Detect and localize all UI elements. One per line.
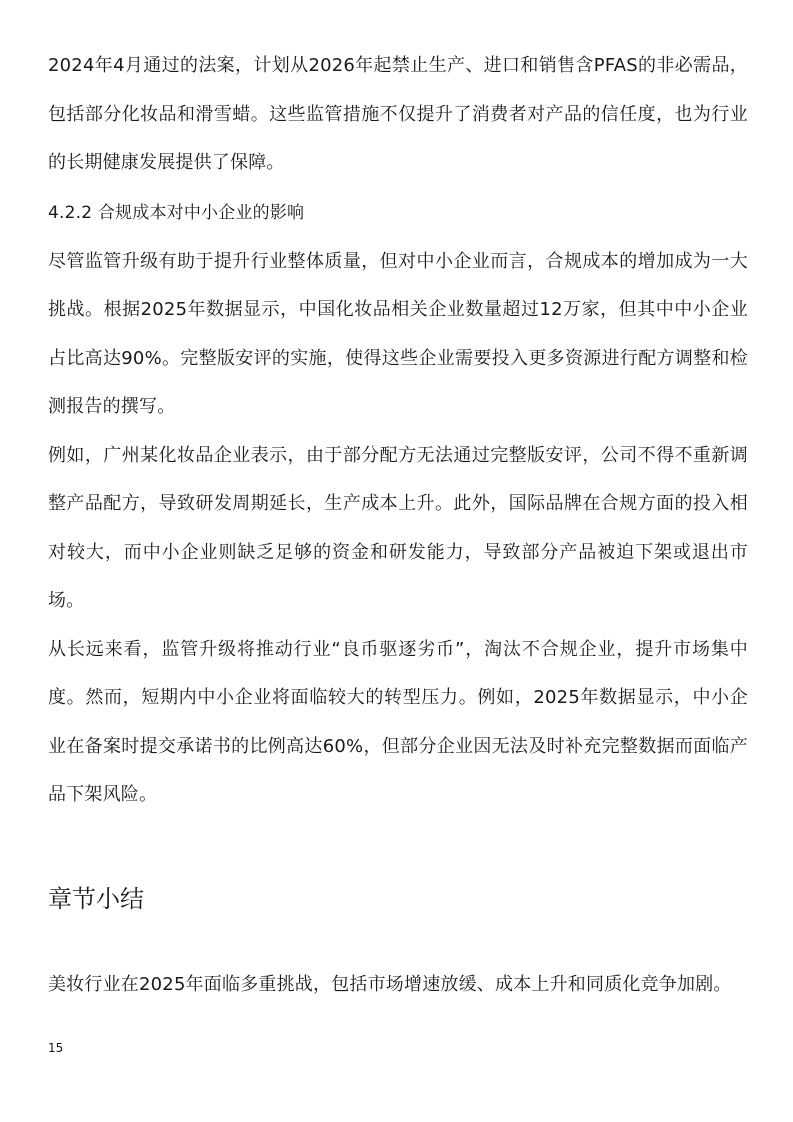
- subsection-heading: 4.2.2 合规成本对中小企业的影响: [48, 202, 305, 223]
- section-heading: 章节小结: [48, 885, 144, 913]
- body-content: [48, 42, 748, 820]
- page-number: 15: [48, 1041, 64, 1055]
- paragraph-long-term-outlook: 从长远来看，监管升级将推动行业“良币驱逐劣币”，淘汰不合规企业，提升市场集中度。然而，短期内中小企业将面临较大的转型压力。例如，2025年数据显示，中小企业在备案时提交承诺书的比例高达60%，但部分企业因无法及时补充完整数据而面临产品下架风险。: [48, 638, 748, 805]
- paragraph-guangzhou-example: 例如，广州某化妆品企业表示，由于部分配方无法通过完整版安评，公司不得不重新调整产品配方，导致研发周期延长，生产成本上升。此外，国际品牌在合规方面的投入相对较大，而中小企业则缺乏足够的资金和研发能力，导致部分产品被迫下架或退出市场。: [48, 444, 748, 611]
- paragraph-pfas-law: 2024年4月通过的法案，计划从2026年起禁止生产、进口和销售含PFAS的非必需品，包括部分化妆品和滑雪蜡。这些监管措施不仅提升了消费者对产品的信任度，也为行业的长期健康发展提供了保障。: [48, 55, 748, 173]
- paragraph-compliance-cost: 尽管监管升级有助于提升行业整体质量，但对中小企业而言，合规成本的增加成为一大挑战。根据2025年数据显示，中国化妆品相关企业数量超过12万家，但其中中小企业占比高达90%。完整版安评的实施，使得这些企业需要投入更多资源进行配方调整和检测报告的撰写。: [48, 250, 748, 417]
- summary-paragraph: 美妆行业在2025年面临多重挑战，包括市场增速放缓、成本上升和同质化竞争加剧。: [48, 974, 732, 995]
